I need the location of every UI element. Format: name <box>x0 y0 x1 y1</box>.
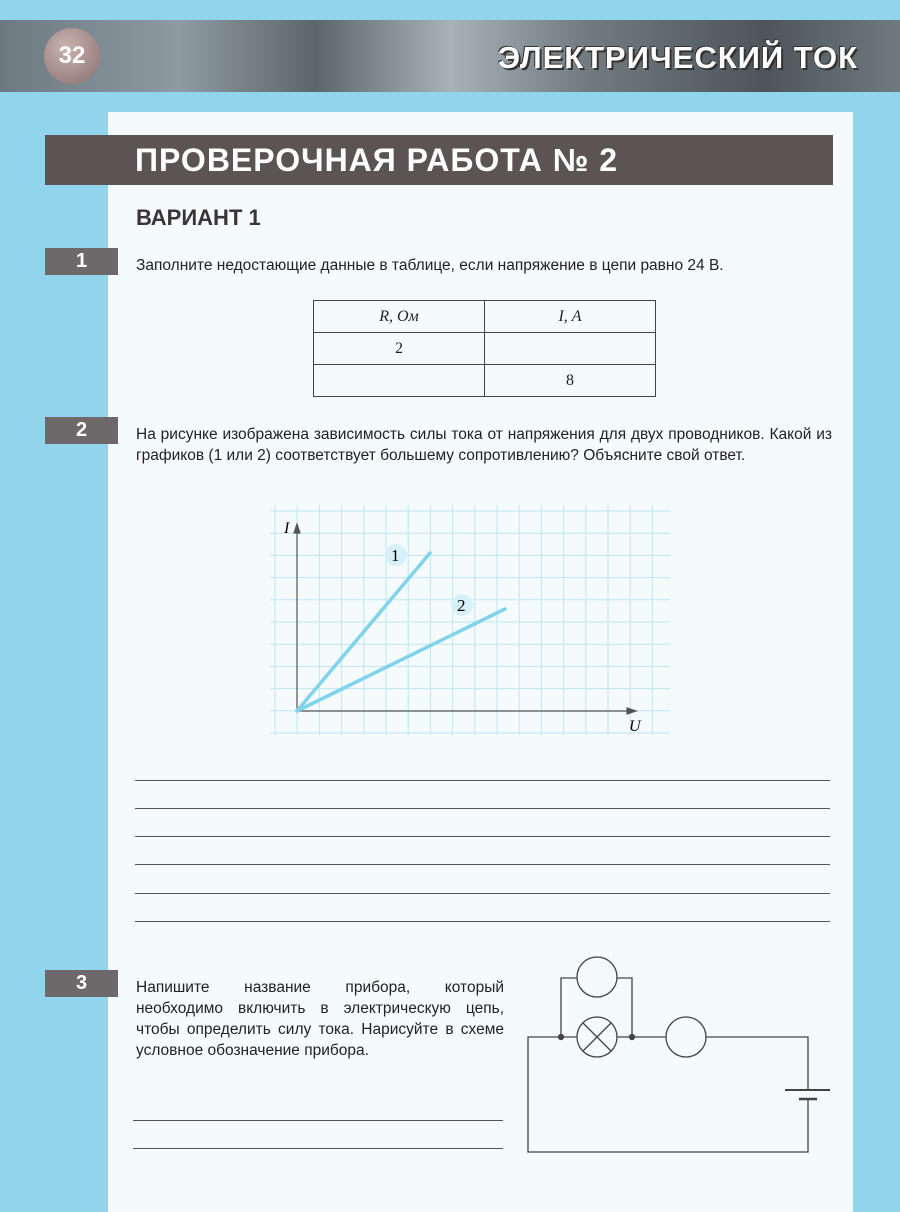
graph-lines <box>297 553 505 711</box>
graph-line-2 <box>297 609 505 711</box>
question-text-1: Заполните недостающие данные в таблице, если напряжение в цепи равно 24 В. <box>136 257 724 274</box>
answer-line[interactable] <box>135 893 830 894</box>
page-title: ПРОВЕРОЧНАЯ РАБОТА № 2 <box>45 135 833 185</box>
question-text-2: На рисунке изображена зависимость силы тока от напряжения для двух проводников. Какой из графиков (1 или 2) соответствует большему сопротивлению? Объясните свой ответ. <box>136 426 832 464</box>
graph-line-label-1: 1 <box>391 546 400 565</box>
chapter-title: ЭЛЕКТРИЧЕСКИЙ ТОК <box>497 40 858 75</box>
answer-line[interactable] <box>135 836 830 837</box>
graph-line-label-2: 2 <box>457 596 466 615</box>
table-cell: 2 <box>314 333 485 365</box>
question-text-3: Напишите название прибора, который необходимо включить в электрическую цепь, чтобы определить силу тока. Нарисуйте в схеме условное обозначение прибора. <box>136 979 504 1059</box>
answer-line[interactable] <box>135 921 830 922</box>
answer-line[interactable] <box>135 808 830 809</box>
question-number-3: 3 <box>45 970 118 997</box>
question-number-2: 2 <box>45 417 118 444</box>
meter-circle-top <box>577 957 617 997</box>
answer-line[interactable] <box>133 1148 503 1149</box>
page-number: 32 <box>44 28 100 84</box>
table-cell: 8 <box>485 365 656 397</box>
answer-line[interactable] <box>135 864 830 865</box>
meter-circle-series <box>666 1017 706 1057</box>
question-number-1: 1 <box>45 248 118 275</box>
table-header-r: R, Ом <box>314 301 485 333</box>
x-axis-label: U <box>629 718 641 735</box>
y-axis-label: I <box>284 520 290 537</box>
answer-line[interactable] <box>133 1120 503 1121</box>
variant-heading: ВАРИАНТ 1 <box>136 205 261 230</box>
table-header-i: I, А <box>485 301 656 333</box>
answer-line[interactable] <box>135 780 830 781</box>
graph-grid <box>270 505 670 735</box>
circuit-diagram <box>528 957 830 1152</box>
